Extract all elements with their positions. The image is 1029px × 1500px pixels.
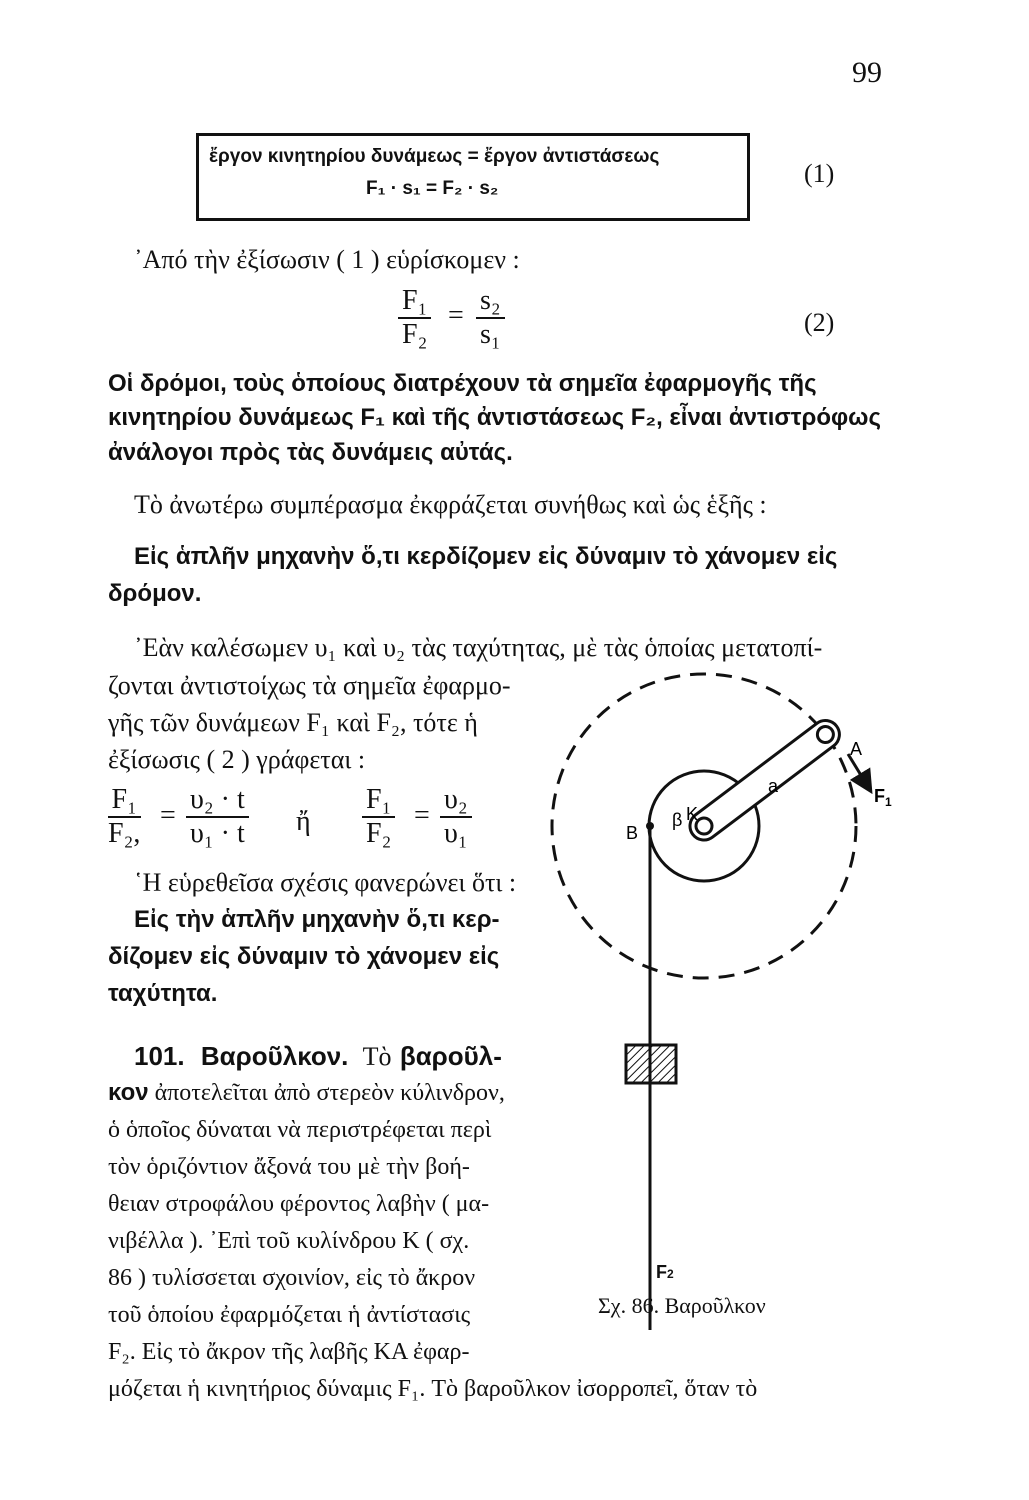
section-line: [108, 1076, 505, 1110]
section-line: τοῦ ὁποίου ἐφαρμόζεται ἡ ἀντίστασις: [108, 1302, 471, 1328]
eq3-d-num: υ₂: [440, 784, 472, 818]
eq2-num-right: s₂: [476, 285, 505, 319]
section-line: F₂. Εἰς τὸ ἄκρον τῆς λαβῆς ΚΑ ἐφαρ-: [108, 1339, 470, 1365]
section-line: νιβέλλα ). ᾿Επὶ τοῦ κυλίνδρου Κ ( σχ.: [108, 1228, 470, 1254]
eq2-equals: =: [448, 300, 464, 331]
eq2-right-fraction: [476, 285, 505, 351]
section-line-text: ἀποτελεῖται ἀπὸ στερεὸν κύλινδρον,: [154, 1080, 505, 1106]
eq2-den-right: s₁: [480, 319, 501, 350]
label-f2-text: [656, 1262, 674, 1283]
eq3-b-den: υ₁ · t: [190, 818, 245, 849]
paragraph-bold-line: κινητηρίου δυνάμεως F₁ καὶ τῆς ἀντιστάσεως F₂, εἶναι ἀντιστρόφως: [108, 404, 881, 431]
windlass-figure: [530, 650, 910, 1330]
velocity-line: ἐξίσωσις ( 2 ) γράφεται :: [108, 745, 366, 774]
eq3-fraction-b: [186, 784, 249, 850]
eq2-den-left: F₂: [402, 319, 428, 350]
velocity-line: ζονται ἀντιστοίχως τὰ σημεῖα ἐφαρμο-: [108, 671, 511, 700]
equation-number-1: (1): [804, 159, 835, 188]
eq3-fraction-c: [362, 784, 395, 850]
rule1-line: Εἰς ἁπλῆν μηχανὴν ὅ,τι κερδίζομεν εἰς δύναμιν τὸ χάνομεν εἰς: [134, 543, 838, 570]
eq3-c-num: F₁: [362, 784, 395, 818]
section-number: 101.: [134, 1041, 185, 1071]
rule2-line: ταχύτητα.: [108, 980, 218, 1007]
label-a: A: [850, 739, 863, 759]
label-a-length: a: [768, 776, 779, 796]
paragraph-bold-line: Οἱ δρόμοι, τοὺς ὁποίους διατρέχουν τὰ σημεῖα ἐφαρμογῆς τῆς: [108, 370, 817, 397]
eq2-left-fraction: [398, 285, 431, 351]
equation-number-2: (2): [804, 308, 835, 337]
eq3-b-num: υ₂ · t: [186, 784, 249, 818]
eq3-equals-1: =: [160, 800, 176, 831]
section-title: Βαροῦλκον.: [200, 1041, 349, 1071]
eq3-d-den: υ₁: [444, 818, 468, 849]
conclusion-intro: Τὸ ἀνωτέρω συμπέρασμα ἐκφράζεται συνήθως καὶ ὡς ἑξῆς :: [134, 490, 767, 519]
label-f2-sub: 2: [667, 1267, 674, 1281]
eq3-a-num: F₁: [108, 784, 141, 818]
point-b-dot: [646, 822, 654, 830]
section-line: μόζεται ἡ κινητήριος δύναμις F₁. Τὸ βαροῦλκον ἰσορροπεῖ, ὅταν τὸ: [108, 1376, 758, 1402]
paragraph-bold-line: ἀνάλογοι πρὸς τὰς δυνάμεις αὐτάς.: [108, 439, 513, 466]
eq3-a-den: F₂,: [108, 818, 141, 849]
label-k: K: [686, 804, 699, 824]
figure-caption: Σχ. 86. Βαροῦλκον: [598, 1293, 766, 1318]
section-line: 86 ) τυλίσσεται σχοινίον, εἰς τὸ ἄκρον: [108, 1265, 476, 1291]
rule2-line: δίζομεν εἰς δύναμιν τὸ χάνομεν εἰς: [108, 943, 500, 970]
rule2-line: Εἰς τὴν ἁπλῆν μηχανὴν ὅ,τι κερ-: [134, 906, 500, 933]
velocity-line: γῆς τῶν δυνάμεων F₁ καὶ F₂, τότε ἡ: [108, 708, 478, 737]
label-b: B: [626, 823, 639, 843]
law-box-line2: F₁ · s₁ = F₂ · s₂: [366, 178, 499, 199]
section-term-continued: κον: [108, 1079, 149, 1106]
rule1-line: δρόμον.: [108, 580, 202, 607]
velocity-line: ᾿Εὰν καλέσωμεν υ₁ καὶ υ₂ τὰς ταχύτητας, μὲ τὰς ὁποίας μετατοπί-: [134, 633, 823, 662]
eq3-c-den: F₂: [366, 818, 392, 849]
eq3-equals-2: =: [414, 800, 430, 831]
section-line: θειαν στροφάλου φέροντος λαβὴν ( μα-: [108, 1191, 490, 1217]
section-line: τὸν ὁριζόντιον ἄξονά του μὲ τὴν βοή-: [108, 1154, 470, 1180]
page-number: 99: [852, 56, 882, 89]
label-f2-letter: F: [656, 1262, 667, 1282]
eq3-fraction-d: [440, 784, 472, 850]
section-line: ὁ ὁποῖος δύναται νὰ περιστρέφεται περὶ: [108, 1117, 492, 1143]
intro-text: ᾿Από τὴν ἐξίσωσιν ( 1 ) εὑρίσκομεν :: [134, 245, 520, 274]
eq3-or: ἤ: [296, 806, 311, 837]
section-heading: [134, 1041, 502, 1072]
label-beta: β: [672, 810, 683, 830]
label-f1: $F_1$: [874, 786, 892, 809]
weight-block: [626, 1045, 676, 1083]
law-box-line1: ἔργον κινητηρίου δυνάμεως = ἔργον ἀντιστάσεως: [209, 146, 660, 167]
relation-text: ῾Η εὑρεθεῖσα σχέσις φανερώνει ὅτι :: [134, 868, 517, 897]
section-text-start: Τὸ: [362, 1042, 392, 1071]
section-term: βαροῦλ-: [399, 1041, 502, 1071]
eq3-fraction-a: [104, 784, 144, 850]
eq2-num-left: F₁: [398, 285, 431, 319]
